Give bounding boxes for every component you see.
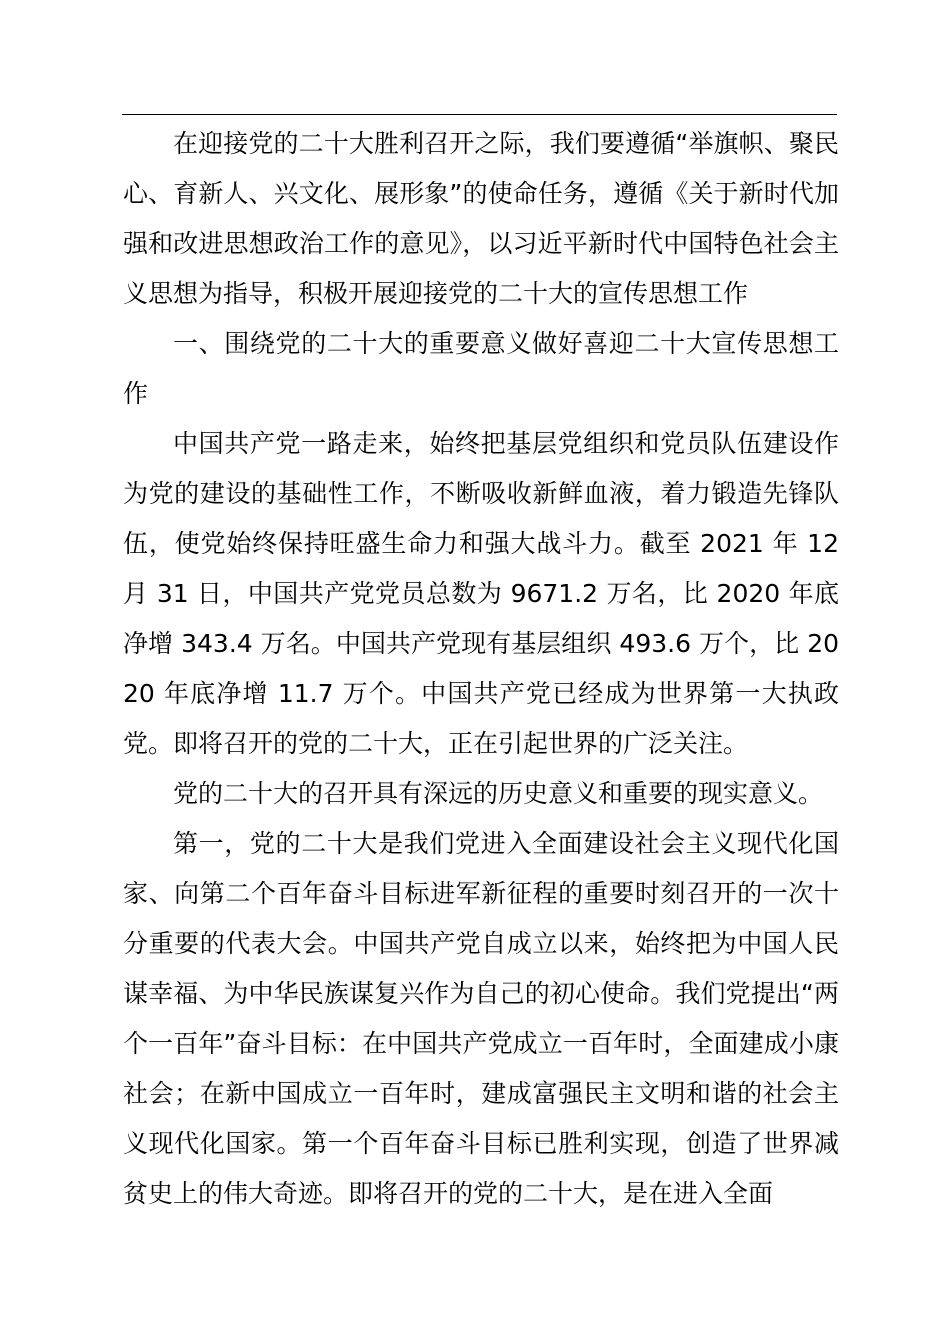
paragraph-first-point: 第一，党的二十大是我们党进入全面建设社会主义现代化国家、向第二个百年奋斗目标进军新征程的重要时刻召开的一次十分重要的代表大会。中国共产党自成立以来，始终把为中国人民谋幸福、为中华民族谋复兴作为自己的初心使命。我们党提出“两个一百年”奋斗目标：在中国共产党成立一百年时，全面建成小康社会；在新中国成立一百年时，建成富强民主文明和谐的社会主义现代化国家。第一个百年奋斗目标已胜利实现，创造了世界减贫史上的伟大奇迹。即将召开的党的二十大，是在进入全面: [123, 829, 839, 1208]
document-body: [123, 119, 839, 1219]
section-heading: 一、围绕党的二十大的重要意义做好喜迎二十大宣传思想工作: [123, 329, 839, 408]
paragraph-intro: 在迎接党的二十大胜利召开之际，我们要遵循“举旗帜、聚民心、育新人、兴文化、展形象”的使命任务，遵循《关于新时代加强和改进思想政治工作的意见》，以习近平新时代中国特色社会主义思想为指导，积极开展迎接党的二十大的宣传思想工作: [123, 129, 839, 308]
header-rule: [122, 114, 837, 115]
paragraph-significance: 党的二十大的召开具有深远的历史意义和重要的现实意义。: [173, 779, 824, 808]
paragraph-party-statistics: 中国共产党一路走来，始终把基层党组织和党员队伍建设作为党的建设的基础性工作，不断吸收新鲜血液，着力锻造先锋队伍，使党始终保持旺盛生命力和强大战斗力。截至 2021 年 12 月 31 日，中国共产党党员总数为 9671.2 万名，比 2020 年底净增 343.4 万名。中国共产党现有基层组织 493.6 万个，比 2020 年底净增 11.7 万个。中国共产党已经成为世界第一大执政党。即将召开的党的二十大，正在引起世界的广泛关注。: [123, 429, 839, 758]
